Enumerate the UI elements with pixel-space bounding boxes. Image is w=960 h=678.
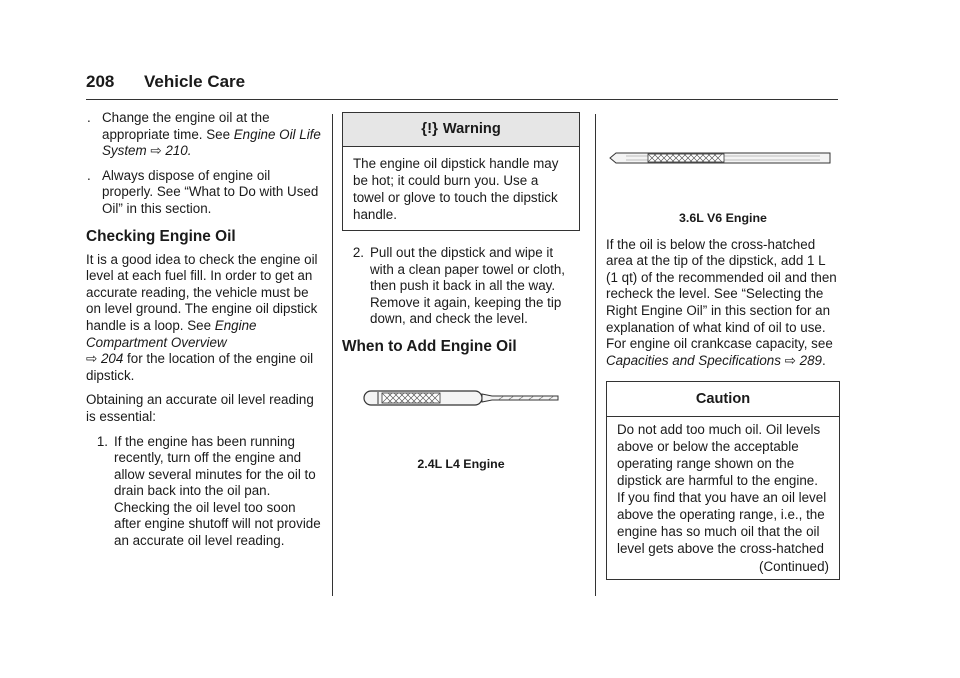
page-number: 208	[86, 72, 115, 91]
bullet-item	[86, 110, 322, 160]
warning-header	[343, 113, 579, 147]
paragraph-text: If the oil is below the cross-hatched area at the tip of the dipstick, add 1 L (1 qt) of the recommended oil and then recheck the level. See “Selecting the Right Engine Oil” in this section for an explanation of what kind of oil to use. For engine oil crankcase capacity, see	[606, 236, 837, 352]
continued-label: (Continued)	[759, 559, 829, 575]
bullet-item	[86, 168, 322, 218]
figure-caption: 2.4L L4 Engine	[417, 456, 505, 471]
warning-icon: {!}	[421, 120, 438, 138]
bullet-mark: .	[87, 167, 91, 183]
bullet-text: Change the engine oil at the appropriate time. See	[102, 110, 270, 142]
warning-box	[342, 112, 580, 231]
page-ref-icon: ⇨	[86, 351, 98, 367]
bullet-mark: .	[87, 110, 91, 125]
step-text: If the engine has been running recently, turn off the engine and allow several minutes for the oil to drain back into the oil pan. Checking the oil level too soon after engine shutoff will not provide an accurate oil level reading.	[114, 433, 321, 549]
cross-reference-link[interactable]: Engine Compartment Overview	[86, 317, 257, 350]
caution-title: Caution	[695, 391, 751, 408]
page-header	[86, 70, 838, 100]
column-right	[606, 112, 840, 580]
page-ref-icon: ⇨	[784, 352, 796, 368]
section-title: Vehicle Care	[144, 72, 246, 91]
cross-reference-page[interactable]: 210	[165, 143, 188, 159]
page-ref-icon: ⇨	[150, 143, 162, 159]
cross-reference-link[interactable]: Engine Oil Life System	[102, 126, 321, 159]
dipstick-l4-illustration	[342, 362, 580, 446]
cross-reference-page[interactable]: 204	[100, 351, 124, 367]
subsection-heading: When to Add Engine Oil	[342, 337, 517, 355]
column-middle	[342, 112, 580, 473]
bullet-text: Always dispose of engine oil properly. See “What to Do with Used Oil” in this section.	[102, 167, 319, 216]
step-number: 1.	[96, 433, 108, 449]
caution-body	[607, 416, 839, 579]
bullet-text-end: .	[187, 143, 192, 159]
step-number: 2.	[352, 245, 364, 260]
cross-reference-link[interactable]: Capacities and Specifications	[606, 352, 781, 368]
paragraph	[606, 237, 840, 370]
caution-text: Do not add too much oil. Oil levels above or below the acceptable operating range shown on the dipstick are harmful to the engine. If you find that you have an oil level above the operating range, i.e., the engine has so much oil that the oil level gets above the cross-hatched	[617, 422, 827, 557]
step-text: Pull out the dipstick and wipe it with a clean paper towel or cloth, then push it back in all the way. Remove it again, keeping the tip down, and check the level.	[370, 245, 566, 327]
paragraph-text: for the location of the engine oil dipstick.	[86, 351, 314, 383]
caution-box	[606, 381, 840, 580]
figure-caption: 3.6L V6 Engine	[679, 211, 767, 225]
column-left	[86, 110, 322, 558]
paragraph-text: It is a good idea to check the engine oil level at each fuel fill. In order to get an accurate reading, the vehicle must be on level ground. The engine oil dipstick handle is a loop. See	[86, 251, 318, 333]
cross-reference-page[interactable]: 289	[799, 352, 822, 368]
dipstick-v6-illustration	[606, 112, 840, 202]
warning-title: Warning	[442, 121, 501, 138]
warning-body: The engine oil dipstick handle may be hot; it could burn you. Use a towel or glove to touch the dipstick handle.	[353, 156, 559, 222]
column-divider	[332, 114, 333, 596]
paragraph-text: .	[821, 352, 826, 368]
subsection-heading: Checking Engine Oil	[86, 227, 236, 245]
numbered-step	[86, 434, 322, 550]
column-divider	[595, 114, 596, 596]
paragraph: Obtaining an accurate oil level reading is essential:	[86, 392, 314, 424]
paragraph	[86, 252, 322, 385]
numbered-step	[342, 245, 580, 328]
